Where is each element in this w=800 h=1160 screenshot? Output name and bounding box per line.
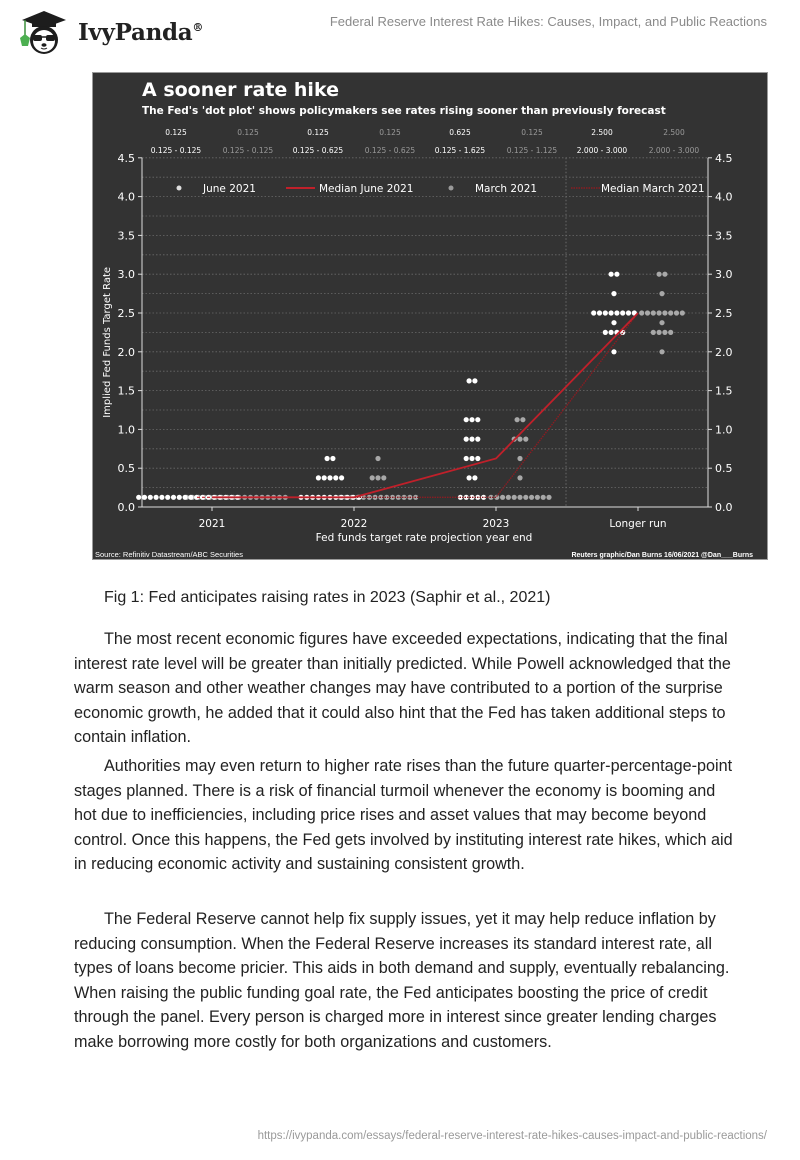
dot-june-2021 <box>469 417 474 422</box>
dot-march-2021 <box>659 349 664 354</box>
dot-march-2021 <box>517 475 522 480</box>
y-tick-label: 0.5 <box>117 462 135 476</box>
dot-march-2021 <box>517 495 522 500</box>
march-range-stat: 0.125 - 1.125 <box>506 146 558 155</box>
dot-march-2021 <box>659 291 664 296</box>
dot-june-2021 <box>475 417 480 422</box>
dot-march-2021 <box>512 495 517 500</box>
x-tick-label: 2023 <box>482 518 510 530</box>
dot-june-2021 <box>339 475 344 480</box>
dot-june-2021 <box>171 495 176 500</box>
dot-march-2021 <box>541 495 546 500</box>
dot-june-2021 <box>327 475 332 480</box>
legend-median-march-label: Median March 2021 <box>601 183 705 195</box>
dot-march-2021 <box>523 437 528 442</box>
dot-march-2021 <box>515 417 520 422</box>
x-axis-label: Fed funds target rate projection year end <box>315 532 533 544</box>
legend-june-dot-icon <box>177 186 182 191</box>
june-median-stat: 0.625 <box>449 128 471 137</box>
march-range-stat: 0.125 - 0.125 <box>222 146 274 155</box>
dot-march-2021 <box>517 456 522 461</box>
dot-june-2021 <box>609 272 614 277</box>
dot-june-2021 <box>165 495 170 500</box>
june-range-stat: 0.125 - 1.625 <box>434 146 486 155</box>
dot-march-2021 <box>674 310 679 315</box>
y-tick-label-right: 0.0 <box>715 501 733 514</box>
dot-june-2021 <box>467 378 472 383</box>
dot-june-2021 <box>136 495 141 500</box>
source-left: Source: Refinitiv Datastream/ABC Securities <box>95 550 243 559</box>
dot-june-2021 <box>469 456 474 461</box>
y-tick-label-right: 1.5 <box>715 384 733 398</box>
dot-march-2021 <box>680 310 685 315</box>
dot-march-2021 <box>668 330 673 335</box>
dot-june-2021 <box>611 320 616 325</box>
dot-june-2021 <box>614 310 619 315</box>
dot-march-2021 <box>517 437 522 442</box>
dot-march-2021 <box>520 417 525 422</box>
y-tick-label: 2.5 <box>117 307 135 320</box>
dot-june-2021 <box>333 475 338 480</box>
dot-march-2021 <box>662 310 667 315</box>
dot-june-2021 <box>603 330 608 335</box>
june-range-stat: 0.125 - 0.625 <box>292 146 344 155</box>
y-tick-label-right: 3.0 <box>715 268 733 282</box>
dot-june-2021 <box>626 310 631 315</box>
y-tick-label: 1.0 <box>117 423 135 437</box>
dot-march-2021 <box>659 320 664 325</box>
panda-graduate-icon <box>16 8 72 56</box>
dot-june-2021 <box>611 349 616 354</box>
dot-plot-chart <box>92 72 768 560</box>
y-tick-label: 3.5 <box>117 229 135 243</box>
dot-june-2021 <box>330 456 335 461</box>
median-line-median-june-2021 <box>212 313 638 497</box>
june-median-stat: 0.125 <box>307 128 329 137</box>
march-median-stat: 0.125 <box>379 128 401 137</box>
y-tick-label: 0.0 <box>117 501 135 514</box>
dot-june-2021 <box>464 456 469 461</box>
y-tick-label-right: 2.0 <box>715 345 733 359</box>
dot-june-2021 <box>469 437 474 442</box>
y-tick-label: 1.5 <box>117 384 135 398</box>
dot-march-2021 <box>500 495 505 500</box>
y-tick-label: 2.0 <box>117 345 135 359</box>
ivypanda-logo[interactable] <box>16 8 203 56</box>
dot-march-2021 <box>662 272 667 277</box>
dot-june-2021 <box>177 495 182 500</box>
x-tick-label: Longer run <box>609 518 667 530</box>
dot-march-2021 <box>657 272 662 277</box>
dot-june-2021 <box>464 417 469 422</box>
dot-march-2021 <box>657 330 662 335</box>
dot-june-2021 <box>472 475 477 480</box>
dot-march-2021 <box>506 495 511 500</box>
y-tick-label: 4.0 <box>117 190 135 204</box>
dot-june-2021 <box>609 330 614 335</box>
march-median-stat: 0.125 <box>521 128 543 137</box>
legend-march-label: March 2021 <box>475 183 538 195</box>
dot-march-2021 <box>375 475 380 480</box>
dot-march-2021 <box>651 310 656 315</box>
y-tick-label-right: 4.5 <box>715 151 733 165</box>
chart-subtitle: The Fed's 'dot plot' shows policymakers see rates rising sooner than previously forecast <box>142 105 666 117</box>
logo-wordmark: IvyPanda® <box>78 18 204 46</box>
y-tick-label-right: 3.5 <box>715 229 733 243</box>
document-title: Federal Reserve Interest Rate Hikes: Causes, Impact, and Public Reactions <box>329 14 767 29</box>
dot-june-2021 <box>614 272 619 277</box>
source-right: Reuters graphic/Dan Burns 16/06/2021 @Dan___Burns <box>571 552 753 559</box>
chart-canvas <box>93 73 768 560</box>
dot-june-2021 <box>183 495 188 500</box>
dot-june-2021 <box>142 495 147 500</box>
dot-june-2021 <box>475 456 480 461</box>
legend-median-june-label: Median June 2021 <box>319 183 414 195</box>
march-median-stat: 2.500 <box>663 128 685 137</box>
dot-june-2021 <box>154 495 159 500</box>
dot-june-2021 <box>597 310 602 315</box>
dot-march-2021 <box>651 330 656 335</box>
dot-june-2021 <box>464 437 469 442</box>
y-tick-label-right: 4.0 <box>715 190 733 204</box>
x-tick-label: 2022 <box>340 518 368 530</box>
dot-june-2021 <box>322 475 327 480</box>
legend-june-label: June 2021 <box>203 183 256 195</box>
dot-june-2021 <box>611 291 616 296</box>
chart-title: A sooner rate hike <box>142 79 339 101</box>
dot-june-2021 <box>188 495 193 500</box>
source-url-link[interactable]: https://ivypanda.com/essays/federal-reserve-interest-rate-hikes-causes-impact-and-public-reactions/ <box>257 1130 767 1142</box>
dot-june-2021 <box>591 310 596 315</box>
march-range-stat: 0.125 - 0.625 <box>364 146 416 155</box>
dot-march-2021 <box>662 330 667 335</box>
march-range-stat: 2.000 - 3.000 <box>648 146 700 155</box>
dot-june-2021 <box>472 378 477 383</box>
y-tick-label-right: 0.5 <box>715 462 733 476</box>
body-paragraph: The Federal Reserve cannot help fix supply issues, yet it may help reduce inflation by reducing consumption. When the Federal Reserve increases its standard interest rate, all types of loans become pricier. This aids in both demand and supply, eventually rebalancing. When raising the public funding goal rate, the Fed anticipates boosting the price of credit through the panel. Every person is charged more in interest since greater lending charges make borrowing more costly for both organizations and customers. <box>74 910 730 1051</box>
dot-march-2021 <box>535 495 540 500</box>
dot-march-2021 <box>370 475 375 480</box>
dot-june-2021 <box>467 475 472 480</box>
dot-june-2021 <box>325 456 330 461</box>
dot-june-2021 <box>475 437 480 442</box>
dot-june-2021 <box>609 310 614 315</box>
june-median-stat: 0.125 <box>165 128 187 137</box>
y-axis-label: Implied Fed Funds Target Rate <box>102 266 113 418</box>
june-range-stat: 2.000 - 3.000 <box>576 146 628 155</box>
dot-march-2021 <box>523 495 528 500</box>
legend-march-dot-icon <box>449 186 454 191</box>
march-median-stat: 0.125 <box>237 128 259 137</box>
dot-march-2021 <box>668 310 673 315</box>
dot-march-2021 <box>375 456 380 461</box>
dot-march-2021 <box>381 475 386 480</box>
dot-june-2021 <box>620 310 625 315</box>
y-tick-label-right: 1.0 <box>715 423 733 437</box>
y-tick-label: 4.5 <box>117 151 135 165</box>
dot-june-2021 <box>316 475 321 480</box>
figure-caption: Fig 1: Fed anticipates raising rates in 2023 (Saphir et al., 2021) <box>104 589 551 606</box>
body-paragraph: Authorities may even return to higher rate rises than the future quarter-percentage-point stages planned. There is a risk of financial turmoil whenever the economy is booming and hot due to inefficiencies, including price rises and asset values that may become beyond control. Once this happens, the Fed gets involved by instituting interest rate hikes, which aid in reducing economic activity and sustaining consistent growth. <box>74 757 733 874</box>
dot-june-2021 <box>148 495 153 500</box>
dot-june-2021 <box>159 495 164 500</box>
x-tick-label: 2021 <box>198 518 226 530</box>
june-range-stat: 0.125 - 0.125 <box>150 146 202 155</box>
dot-march-2021 <box>645 310 650 315</box>
y-tick-label: 3.0 <box>117 268 135 282</box>
dot-march-2021 <box>639 310 644 315</box>
dot-march-2021 <box>546 495 551 500</box>
median-line-median-march-2021 <box>212 313 638 497</box>
dot-march-2021 <box>657 310 662 315</box>
june-median-stat: 2.500 <box>591 128 613 137</box>
y-tick-label-right: 2.5 <box>715 307 733 320</box>
page-header <box>0 0 800 60</box>
body-paragraph: The most recent economic figures have exceeded expectations, indicating that the final interest rate level will be greater than initially predicted. While Powell acknowledged that the warm season and other weather changes may have contributed to a portion of the surprise economic growth, he added that it could also hint that the Fed has taken additional steps to contain inflation. <box>74 630 731 747</box>
dot-june-2021 <box>603 310 608 315</box>
dot-march-2021 <box>529 495 534 500</box>
